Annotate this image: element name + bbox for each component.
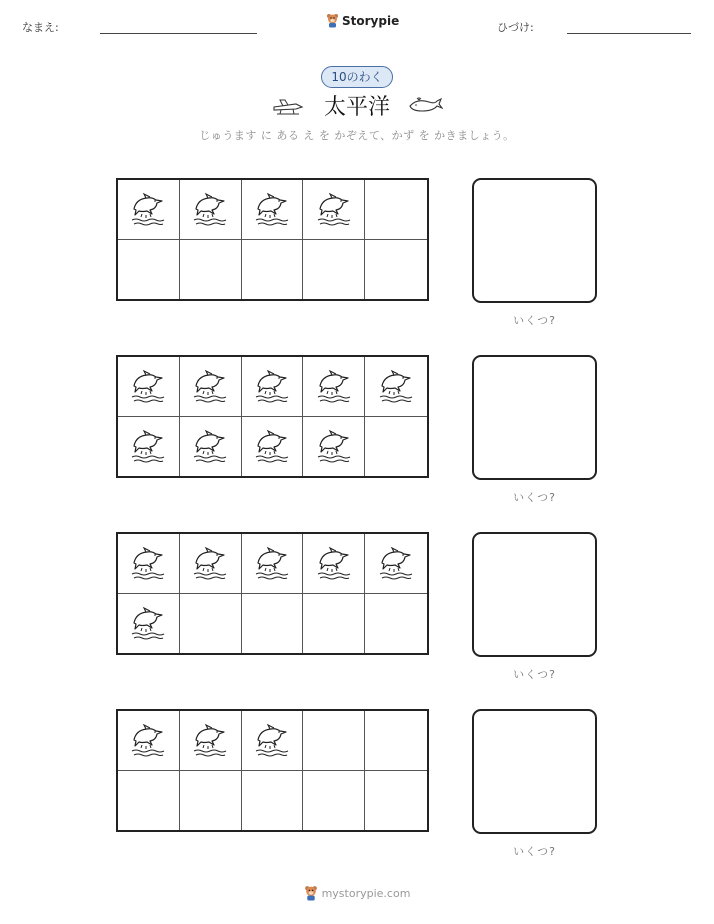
dolphin-icon (314, 366, 354, 406)
footer (0, 885, 714, 901)
ten-frame-cell (365, 180, 427, 240)
dolphin-icon (128, 720, 168, 760)
dolphin-icon (252, 189, 292, 229)
ten-frame-cell (242, 594, 304, 654)
answer-box-2[interactable] (472, 355, 597, 480)
ten-frame-cell (303, 180, 365, 240)
name-line (100, 33, 257, 34)
ten-frame-cell (118, 534, 180, 594)
ten-frame-cell (303, 534, 365, 594)
dolphin-icon (190, 543, 230, 583)
dolphin-icon (128, 603, 168, 643)
ten-frame-cell (365, 594, 427, 654)
dolphin-icon (190, 366, 230, 406)
dolphin-icon (128, 189, 168, 229)
page-title: 太平洋 (323, 95, 390, 120)
question-label-4: いくつ? (513, 845, 556, 858)
ten-frame-cell (242, 417, 304, 477)
ten-frame-cell (118, 711, 180, 771)
ten-frame-cell (118, 240, 180, 300)
dolphin-icon (190, 720, 230, 760)
ten-frame-cell (365, 711, 427, 771)
ten-frame-cell (180, 417, 242, 477)
ten-frame-cell (180, 180, 242, 240)
ten-frame-cell (365, 771, 427, 831)
ten-frame-3 (116, 532, 429, 655)
ten-frame-cell (180, 357, 242, 417)
footer-url: mystorypie.com (321, 886, 411, 900)
ten-frame-cell (118, 357, 180, 417)
ten-frame-cell (180, 771, 242, 831)
date-line (567, 33, 691, 34)
ten-frame-cell (303, 417, 365, 477)
ten-frame-cell (303, 240, 365, 300)
answer-box-3[interactable] (472, 532, 597, 657)
brand-name: Storypie (342, 13, 400, 28)
dolphin-icon (128, 366, 168, 406)
ten-frame-cell (303, 711, 365, 771)
ten-frame-cell (242, 534, 304, 594)
ten-frame-cell (365, 240, 427, 300)
ten-frame-cell (303, 771, 365, 831)
dolphin-icon (376, 543, 416, 583)
dolphin-icon (252, 426, 292, 466)
ten-frame-cell (180, 594, 242, 654)
ten-frame-1 (116, 178, 429, 301)
ten-frame-cell (303, 357, 365, 417)
dolphin-icon (314, 426, 354, 466)
ten-frame-cell (118, 180, 180, 240)
ten-frame-cell (118, 771, 180, 831)
ten-frame-cell (365, 357, 427, 417)
ten-frame-cell (242, 771, 304, 831)
whale-icon (407, 96, 443, 114)
ten-frame-cell (365, 417, 427, 477)
dolphin-icon (252, 543, 292, 583)
dolphin-icon (128, 543, 168, 583)
bear-mascot-icon (304, 885, 318, 901)
dolphin-icon (190, 189, 230, 229)
question-label-1: いくつ? (513, 314, 556, 327)
bear-mascot-icon (326, 13, 339, 28)
dolphin-icon (314, 543, 354, 583)
ten-frame-badge: 10のわく (321, 66, 393, 88)
question-label-3: いくつ? (513, 668, 556, 681)
ten-frame-cell (180, 711, 242, 771)
ten-frame-2 (116, 355, 429, 478)
dolphin-icon (376, 366, 416, 406)
ten-frame-cell (242, 180, 304, 240)
dolphin-icon (252, 720, 292, 760)
ten-frame-4 (116, 709, 429, 832)
dolphin-icon (314, 189, 354, 229)
ten-frame-cell (118, 594, 180, 654)
question-label-2: いくつ? (513, 491, 556, 504)
ten-frame-cell (242, 711, 304, 771)
ten-frame-cell (118, 417, 180, 477)
ten-frame-cell (365, 534, 427, 594)
ten-frame-cell (180, 240, 242, 300)
instructions: じゅうます に ある え を かぞえて、かず を かきましょう。 (199, 129, 515, 142)
answer-box-4[interactable] (472, 709, 597, 834)
name-label: なまえ: (22, 21, 59, 34)
dolphin-icon (128, 426, 168, 466)
ten-frame-cell (303, 594, 365, 654)
dolphin-icon (252, 366, 292, 406)
date-label: ひづけ: (497, 21, 534, 34)
dolphin-icon (190, 426, 230, 466)
ten-frame-cell (242, 357, 304, 417)
ten-frame-cell (242, 240, 304, 300)
answer-box-1[interactable] (472, 178, 597, 303)
ten-frame-cell (180, 534, 242, 594)
brand-logo (326, 13, 399, 28)
